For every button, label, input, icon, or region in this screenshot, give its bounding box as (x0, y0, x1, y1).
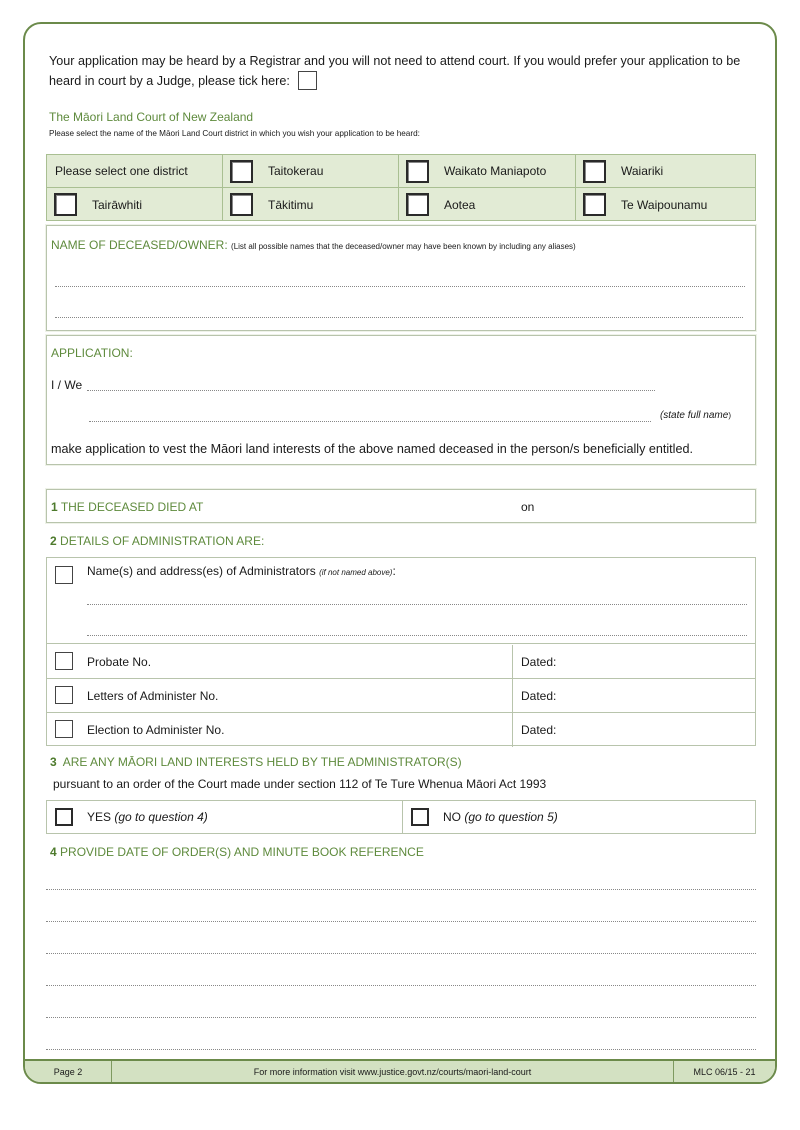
q3-yes-no-table (46, 800, 756, 834)
no-note: (go to question 5) (464, 810, 558, 824)
district-checkbox[interactable] (54, 193, 77, 216)
order-reference-line-4[interactable] (46, 985, 756, 986)
district-label: Taitokerau (268, 164, 324, 178)
order-reference-line-5[interactable] (46, 1017, 756, 1018)
administration-details-table (46, 557, 756, 746)
column-divider (512, 713, 513, 747)
deceased-name-line-1[interactable] (55, 286, 745, 287)
letters-of-administer-row (47, 679, 755, 713)
district-option-taitokerau[interactable] (223, 155, 399, 188)
district-checkbox[interactable] (583, 160, 606, 183)
q4-number: 4 (50, 845, 57, 859)
district-checkbox[interactable] (583, 193, 606, 216)
administrators-label (87, 564, 396, 578)
administrators-checkbox[interactable] (55, 566, 73, 584)
page-footer (25, 1059, 775, 1082)
probate-label: Probate No. (87, 655, 152, 669)
order-reference-line-3[interactable] (46, 953, 756, 954)
intro-text: Your application may be heard by a Registrar and you will not need to attend court. If you would prefer your application to be heard in court by a Judge, please tick here: (49, 54, 741, 88)
application-section (46, 335, 756, 465)
district-option-aotea[interactable] (399, 188, 576, 221)
application-statement: make application to vest the Māori land interests of the above named deceased in the person/s beneficially entitled. (51, 442, 693, 456)
election-to-administer-label: Election to Administer No. (87, 723, 225, 737)
deceased-heading-label: NAME OF DECEASED/OWNER: (51, 238, 228, 252)
q4-text: PROVIDE DATE OF ORDER(S) AND MINUTE BOOK REFERENCE (60, 845, 424, 859)
deceased-name-line-2[interactable] (55, 317, 743, 318)
q3-title (50, 755, 462, 769)
column-divider (402, 801, 403, 833)
probate-dated-label: Dated: (521, 655, 557, 669)
state-full-name-text: (state full name (659, 410, 729, 421)
court-subtitle: Please select the name of the Māori Land Court district in which you wish your application to be heard: (49, 129, 420, 138)
footer-info-link: For more information visit www.justice.govt.nz/courts/maori-land-court (112, 1061, 674, 1082)
q3-number: 3 (50, 755, 57, 769)
form-page (23, 22, 777, 1084)
death-date-field[interactable] (542, 494, 747, 520)
q1-label (51, 500, 203, 514)
administrators-line-1[interactable] (87, 604, 747, 605)
district-option-tairawhiti[interactable] (47, 188, 223, 221)
applicant-name-line-2[interactable] (89, 421, 651, 422)
yes-label: YES (87, 810, 112, 824)
election-dated-label: Dated: (521, 723, 557, 737)
q2-text: DETAILS OF ADMINISTRATION ARE: (60, 534, 265, 548)
letters-of-administer-checkbox[interactable] (55, 686, 73, 704)
district-label: Waikato Maniapoto (444, 164, 547, 178)
election-to-administer-row (47, 713, 755, 747)
district-option-waikato-maniapoto[interactable] (399, 155, 576, 188)
page-number: Page 2 (25, 1061, 112, 1082)
district-checkbox[interactable] (406, 160, 429, 183)
q4-title (50, 845, 424, 859)
district-option-takitimu[interactable] (223, 188, 399, 221)
applicant-name-line-1[interactable] (87, 390, 655, 391)
district-label: Waiariki (621, 164, 664, 178)
letters-dated-label: Dated: (521, 689, 557, 703)
column-divider (512, 645, 513, 678)
administrators-label-text: Name(s) and address(es) of Administrators (87, 564, 316, 578)
court-title: The Māori Land Court of New Zealand (49, 110, 254, 124)
q1-text: THE DECEASED DIED AT (60, 500, 204, 514)
district-option-waiariki[interactable] (576, 155, 755, 188)
state-full-name-paren: ) (728, 411, 731, 420)
q3-subtitle: pursuant to an order of the Court made under section 112 of Te Ture Whenua Māori Act 1993 (53, 777, 547, 791)
probate-checkbox[interactable] (55, 652, 73, 670)
column-divider (512, 679, 513, 712)
form-code: MLC 06/15 - 21 (693, 1066, 756, 1077)
applicant-label: I / We (51, 378, 83, 392)
order-reference-line-1[interactable] (46, 889, 756, 890)
no-checkbox[interactable] (411, 808, 429, 826)
district-checkbox[interactable] (230, 160, 253, 183)
district-checkbox[interactable] (230, 193, 253, 216)
order-reference-line-2[interactable] (46, 921, 756, 922)
q1-on-label: on (521, 500, 535, 514)
district-label: Te Waipounamu (621, 197, 708, 212)
yes-option-label (87, 810, 208, 824)
deceased-note: (List all possible names that the deceased/owner may have been known by including any aliases) (231, 242, 576, 251)
district-label: Tairāwhiti (92, 197, 143, 212)
question-1-death-details (46, 489, 756, 523)
probate-row (47, 645, 755, 679)
state-full-name-hint (660, 410, 731, 421)
yes-note: (go to question 4) (114, 810, 208, 824)
order-reference-line-6[interactable] (46, 1049, 756, 1050)
district-checkbox[interactable] (406, 193, 429, 216)
application-heading: APPLICATION: (51, 346, 133, 360)
deceased-name-section (46, 225, 756, 331)
letters-of-administer-label: Letters of Administer No. (87, 689, 219, 703)
district-prompt (47, 155, 223, 188)
no-label: NO (443, 810, 461, 824)
q2-title (50, 534, 264, 548)
no-option-label (443, 810, 558, 824)
death-place-field[interactable] (207, 494, 507, 520)
q3-text: ARE ANY MĀORI LAND INTERESTS HELD BY THE ADMINISTRATOR(S) (62, 755, 462, 769)
judge-preference-checkbox[interactable] (298, 71, 317, 90)
district-option-te-waipounamu[interactable] (576, 188, 755, 221)
administrators-row (47, 558, 755, 644)
administrators-line-2[interactable] (87, 635, 747, 636)
q1-number: 1 (51, 500, 58, 514)
district-label: Tākitimu (268, 197, 314, 212)
yes-checkbox[interactable] (55, 808, 73, 826)
election-to-administer-checkbox[interactable] (55, 720, 73, 738)
administrators-note: (if not named above) (319, 568, 393, 577)
deceased-heading (51, 238, 576, 252)
district-prompt-label: Please select one district (55, 164, 188, 178)
q2-number: 2 (50, 534, 57, 548)
district-selection-table (46, 154, 756, 221)
judge-preference-text (49, 52, 759, 91)
district-label: Aotea (444, 197, 476, 212)
administrators-colon: : (392, 564, 396, 578)
